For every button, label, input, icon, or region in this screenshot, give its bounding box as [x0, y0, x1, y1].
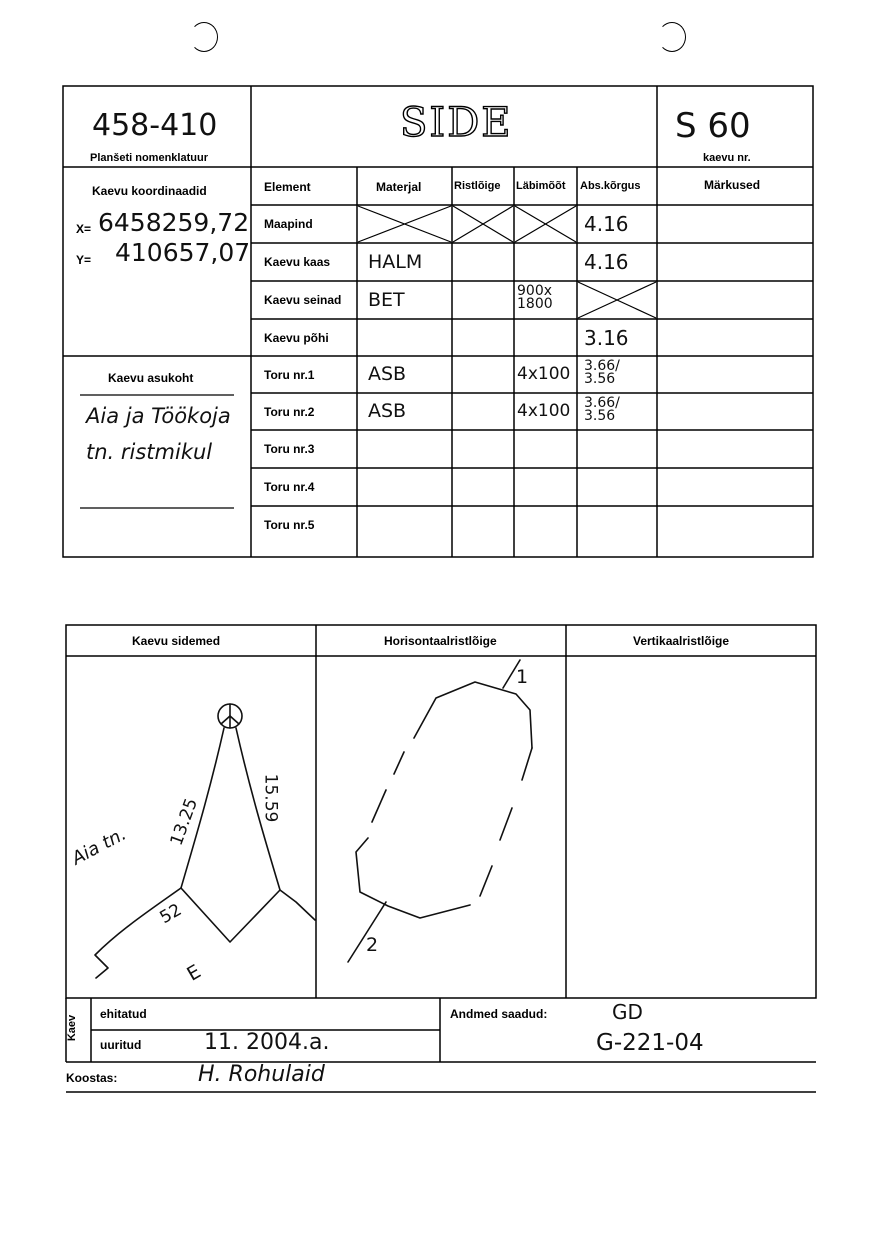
y-coordinate-value: 410657,07	[115, 238, 251, 267]
street-label: Aia tn.	[68, 823, 130, 870]
x-coordinate-value: 6458259,72	[98, 208, 250, 237]
pipe-label-1: 1	[516, 666, 529, 688]
header-notes: Märkused	[704, 178, 761, 192]
table-cell-element: Toru nr.3	[264, 442, 315, 456]
direction-label: E	[183, 960, 205, 986]
x-prefix: X=	[76, 222, 92, 236]
well-number: S 60	[675, 106, 751, 146]
header-element: Element	[264, 180, 311, 194]
surveyed-value: 11. 2004.a.	[204, 1030, 330, 1055]
header-horizontal-section: Horisontaalristlõige	[384, 634, 497, 648]
header-diameter: Läbimõõt	[516, 180, 566, 192]
table-cell-material: ASB	[368, 363, 407, 385]
pipe-label-2: 2	[366, 934, 379, 956]
data-source-label: Andmed saadud:	[450, 1007, 548, 1021]
surveyed-label: uuritud	[100, 1038, 142, 1052]
compiled-label: Koostas:	[66, 1071, 118, 1085]
location-label: Kaevu asukoht	[108, 371, 194, 385]
horizontal-section-sketch	[348, 660, 532, 962]
table-cell-abs: 3.66/ 3.56	[584, 358, 620, 387]
nomenclature-label: Planšeti nomenklatuur	[90, 152, 208, 164]
table-cell-material: HALM	[368, 250, 423, 273]
coordinates-label: Kaevu koordinaadid	[92, 184, 207, 198]
table-cell-material: ASB	[368, 400, 407, 422]
header-abs-height: Abs.kõrgus	[580, 180, 641, 192]
table-cell-element: Toru nr.5	[264, 518, 315, 532]
header-vertical-section: Vertikaalristlõige	[633, 634, 730, 648]
data-reference: G-221-04	[596, 1030, 704, 1056]
sheet-title: SIDE	[400, 100, 513, 146]
table-cell-diam: 4x100	[517, 401, 571, 421]
table-cell-abs: 3.66/ 3.56	[584, 395, 620, 424]
table-cell-diam: 4x100	[517, 364, 571, 384]
table-cell-abs: 3.16	[584, 325, 629, 350]
location-line-1: Aia ja Töökoja	[86, 404, 231, 428]
well-number-label: kaevu nr.	[703, 152, 751, 164]
header-material: Materjal	[376, 180, 422, 194]
table-cell-element: Kaevu seinad	[264, 293, 342, 307]
data-source-value: GD	[612, 1000, 643, 1024]
header-well-ties: Kaevu sidemed	[132, 634, 221, 648]
y-prefix: Y=	[76, 253, 92, 267]
built-label: ehitatud	[100, 1007, 147, 1021]
table-cell-element: Toru nr.4	[264, 480, 315, 494]
table-cell-material: BET	[368, 288, 405, 311]
distance-label-1: 13.25	[166, 795, 203, 849]
table-cell-element: Toru nr.2	[264, 405, 315, 419]
table-cell-element: Kaevu põhi	[264, 331, 329, 345]
header-cross-section: Ristlõige	[454, 180, 501, 192]
table-cell-diam: 900x 1800	[517, 283, 553, 312]
compiled-value: H. Rohulaid	[198, 1062, 325, 1087]
nomenclature-value: 458-410	[92, 108, 218, 143]
distance-label-3: 52	[156, 899, 186, 929]
table-cell-abs: 4.16	[584, 212, 629, 236]
table-cell-element: Maapind	[264, 217, 313, 231]
table-cell-element: Kaevu kaas	[264, 255, 331, 269]
table-cell-element: Toru nr.1	[264, 368, 315, 382]
location-line-2: tn. ristmikul	[86, 440, 213, 464]
distance-label-2: 15.59	[260, 773, 281, 823]
kaev-label: Kaev	[66, 1014, 79, 1042]
table-cell-abs: 4.16	[584, 250, 629, 274]
